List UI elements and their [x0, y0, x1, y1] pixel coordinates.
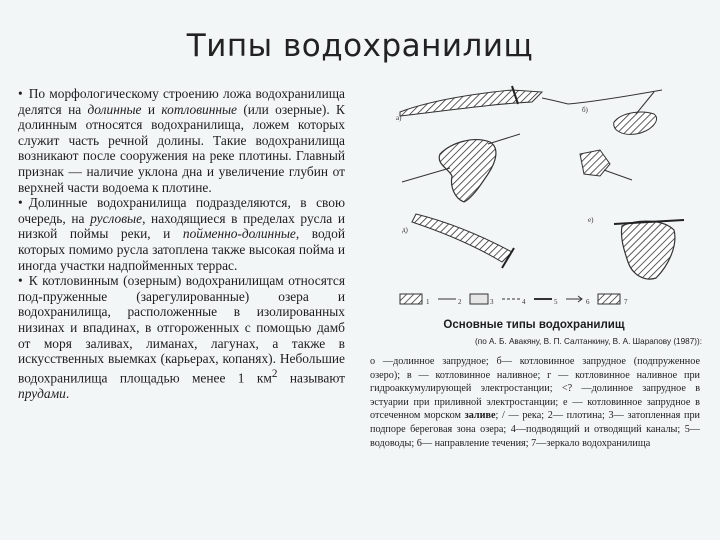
river-line	[568, 90, 662, 104]
reservoir-shape	[400, 90, 542, 116]
caption-text: ; / — река; 2— плотина; 3— затопленная при подпоре береговая зона озера; 4—подводящий и отводящий каналы; 5— водоводы; 6— направление течения; 7—зеркало водохранилища	[370, 410, 700, 449]
text-run: называют	[277, 370, 345, 386]
body-text	[18, 86, 345, 401]
bullet: •	[18, 86, 23, 101]
panel-d	[402, 214, 514, 268]
legend-swatch	[598, 294, 620, 304]
figure-caption	[370, 355, 700, 450]
figure-credit: (по А. Б. Авакяну, В. П. Салтанкину, В. А. Шарапову (1987)):	[475, 337, 702, 346]
panel-label: д)	[402, 226, 408, 234]
panel-label: а)	[396, 114, 402, 122]
paragraph-2	[18, 195, 345, 273]
text-run: Долинные водохранилища подразделяются, в свою очередь, на	[18, 195, 345, 226]
lake-shape	[614, 112, 657, 134]
page-title: Типы водохранилищ	[186, 28, 534, 64]
panel-v	[402, 134, 588, 202]
text-run: К котловинным (озерным) водохранилищам относятся под-пруженные (зарегулированные) озера и водохранилища, расположенные в изолированных низинах и впадинах, в отгороженных с помощью дамб от моря заливах, лиманах, лагунах, а также в искусственных выемках (карьерах, копанях). Небольшие водохранилища площадью менее 1 км	[18, 273, 345, 386]
paragraph-3	[18, 273, 345, 401]
legend-label: 4	[522, 298, 526, 306]
text-run: .	[65, 385, 70, 401]
canal-line	[402, 168, 450, 182]
bullet: •	[18, 273, 23, 289]
reservoir-shape	[439, 140, 496, 202]
bay-shape	[621, 221, 674, 279]
term-ponds: прудами	[18, 385, 66, 401]
panel-b	[568, 90, 662, 134]
caption-text: о —долинное запрудное; б— котловинное запрудное (подпруженное озеро); в — котловинное наливное; г — котловинное наливное при гидроаккумулирующей электростанции; <? —долинное запрудное в эстуарии при приливной электростанции; е — котловинное запрудное в отсеченном морском	[370, 356, 700, 422]
reservoir-shape	[580, 150, 610, 176]
paragraph-1	[18, 86, 345, 195]
superscript: 2	[271, 367, 278, 380]
term-basin: котловинные	[161, 101, 237, 117]
arrow-icon	[566, 296, 582, 302]
term-valley: долинные	[87, 101, 142, 117]
legend-label: 3	[490, 298, 494, 306]
panel-label: е)	[588, 216, 594, 224]
pipe-line	[604, 170, 632, 180]
legend-label: 5	[554, 298, 558, 306]
legend-label: 2	[458, 298, 462, 306]
legend-label: 1	[426, 298, 430, 306]
reservoir-types-figure	[392, 82, 692, 314]
panel-e	[588, 216, 684, 279]
text-run: , водой которых помимо русла затоплена также высокая пойма и иногда участки надпойменных террас.	[18, 226, 345, 273]
panel-label: б)	[582, 106, 588, 114]
legend-label: 6	[586, 298, 590, 306]
figure-title: Основные типы водохранилищ	[443, 319, 625, 331]
figure-legend	[400, 294, 628, 306]
panel-g	[580, 150, 632, 180]
river-line	[542, 98, 568, 104]
legend-label: 7	[624, 298, 628, 306]
legend-swatch	[470, 294, 488, 304]
text-run: , находящиеся в пределах русла и низкой поймы реки, и	[18, 210, 346, 242]
term-floodplain: пойменно-долинные	[182, 226, 296, 242]
estuary-shape	[412, 214, 512, 262]
canal-line	[488, 134, 520, 144]
caption-bold: заливе	[464, 410, 496, 422]
legend-swatch	[400, 294, 422, 304]
text-run: По морфологическому строению ложа водохранилища делятся на	[18, 86, 345, 117]
bullet: •	[18, 195, 23, 211]
river-line	[636, 92, 654, 114]
text-run: и	[141, 101, 162, 117]
term-channel: русловые	[90, 210, 143, 226]
panel-a	[396, 86, 568, 122]
text-run: (или озерные). К долинным относятся водохранилища, ложем которых служит часть речной долины. Такие водохранилища возникают после сооружения на реке плотины. Главный признак — наличие уклона дна и увеличение глубин от верхней части водоема к плотине.	[18, 101, 345, 195]
